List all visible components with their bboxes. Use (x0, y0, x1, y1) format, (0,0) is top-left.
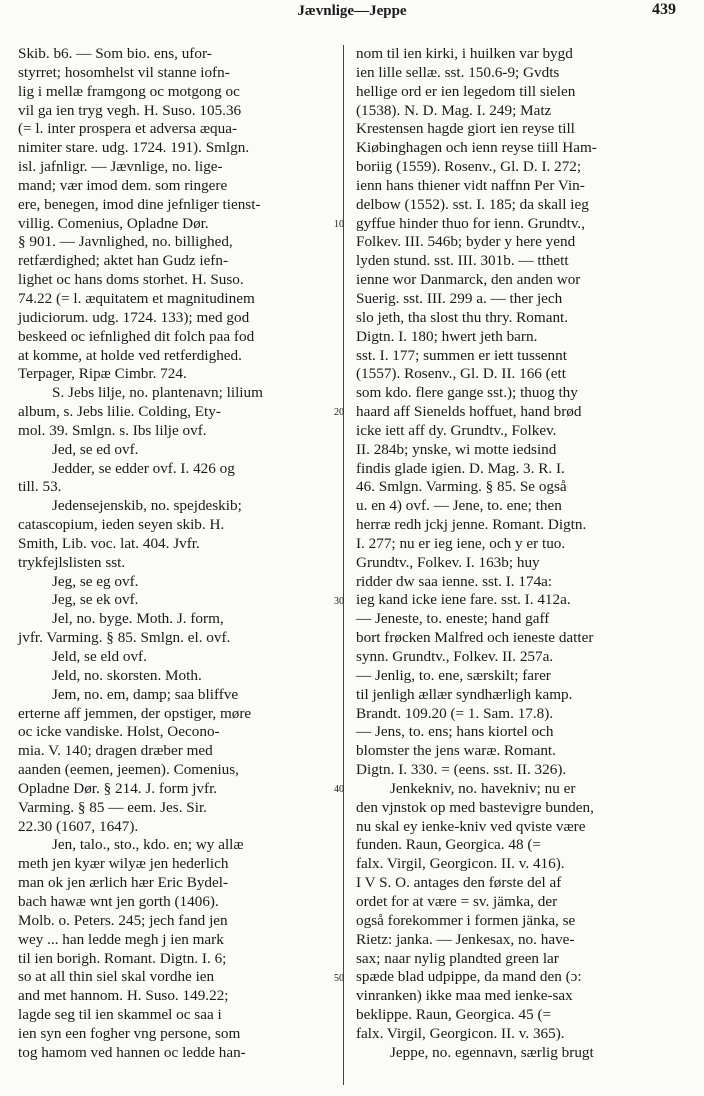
text-line: Krestensen hagde giort ien reyse till (356, 120, 575, 138)
text-line: blomster the jens waræ. Romant. (356, 742, 556, 760)
text-line: — Jenlig, to. ene, særskilt; farer (356, 666, 551, 684)
text-line: judiciorum. udg. 1724. 133); med god (18, 308, 250, 326)
text-line: ridder dw saa ienne. sst. I. 174a: (356, 572, 553, 590)
text-line: ienne wor Danmarck, den anden wor (356, 271, 581, 289)
text-line: album, s. Jebs lilie. Colding, Ety- (18, 403, 221, 421)
text-line: (1557). Rosenv., Gl. D. II. 166 (ett (356, 365, 566, 383)
text-line: meth jen kyær wilyæ jen hederlich (18, 855, 229, 873)
line-number: 30 (334, 595, 344, 607)
text-line: mia. V. 140; dragen dræber med (18, 742, 213, 760)
text-line: Kiøbinghagen och ienn reyse tiill Ham- (356, 139, 597, 157)
text-line: mol. 39. Smlgn. s. Ibs lilje ovf. (18, 421, 207, 439)
column-rule (343, 45, 344, 1085)
text-line: man ok jen ærlich hær Eric Bydel- (18, 874, 229, 892)
text-line: 22.30 (1607, 1647). (18, 817, 139, 835)
text-line: Jeppe, no. egennavn, særlig brugt (390, 1043, 594, 1061)
text-line: and met hannom. H. Suso. 149.22; (18, 987, 229, 1005)
text-line: Jeg, se eg ovf. (52, 572, 139, 590)
text-line: erterne aff jemmen, der opstiger, møre (18, 704, 252, 722)
text-line: Digtn. I. 180; hwert jeth barn. (356, 327, 538, 345)
text-line: Jen, talo., sto., kdo. en; wy allæ (52, 836, 244, 854)
text-line: nimiter stare. udg. 1724. 191). Smlgn. (18, 139, 250, 157)
text-line: catascopium, ieden seyen skib. H. (18, 516, 225, 534)
left-column (18, 45, 344, 1063)
text-line: 46. Smlgn. Varming. § 85. Se også (356, 478, 567, 496)
text-line: sst. I. 177; summen er iett tussennt (356, 346, 567, 364)
text-line: lagde seg til ien skammel oc saa i (18, 1006, 222, 1024)
text-line: gyffue hinder thuo for ienn. Grundtv., (356, 214, 586, 232)
text-line: lig i mellæ framgong oc motgong oc (18, 82, 240, 100)
text-line: falx. Virgil, Georgicon. II. v. 416). (356, 855, 565, 873)
page-header (0, 0, 704, 30)
text-line: sax; naar nylig plandted green lar (356, 949, 559, 967)
text-line: Opladne Dør. § 214. J. form jvfr. (18, 779, 218, 797)
text-line: Jel, no. byge. Moth. J. form, (52, 610, 224, 628)
right-column (356, 45, 682, 1063)
text-line: till. 53. (18, 478, 62, 496)
text-line: vil ga ien tryg vegh. H. Suso. 105.36 (18, 101, 242, 119)
text-line: beskeed oc iefnlighed dit folch paa fod (18, 327, 255, 345)
text-line: I V S. O. antages den første del af (356, 874, 562, 892)
text-line: oc icke vandiske. Holst, Oecono- (18, 723, 220, 741)
text-line: delbow (1552). sst. I. 185; da skall ieg (356, 195, 589, 213)
text-line: synn. Grundtv., Folkev. II. 257a. (356, 648, 554, 665)
text-line: wey ... han ledde megh j ien mark (18, 930, 224, 948)
text-line: 74.22 (= l. æquitatem et magnitudinem (18, 289, 255, 307)
text-line: boriig (1559). Rosenv., Gl. D. I. 272; (356, 158, 582, 176)
page-number: 439 (652, 1, 676, 18)
text-line: — Jeneste, to. eneste; hand gaff (356, 610, 550, 628)
text-line: hellige ord er ien legedom till sielen (356, 82, 576, 100)
text-line: ieg kand icke iene fare. sst. I. 412a. (356, 591, 571, 609)
text-line: som kdo. flere gange sst.); thuog thy (356, 384, 578, 402)
text-line: — Jens, to. ens; hans kiortel och (356, 723, 554, 741)
text-line: u. en 4) ovf. — Jene, to. ene; then (356, 497, 562, 515)
text-line: slo jeth, tha slost thu thry. Romant. (356, 308, 569, 326)
text-line: Jenkekniv, no. havekniv; nu er (390, 779, 576, 797)
text-line: Skib. b6. — Som bio. ens, ufor- (18, 45, 212, 62)
text-line: Terpager, Ripæ Cimbr. 724. (18, 365, 187, 383)
line-number: 20 (334, 407, 344, 419)
text-line: Varming. § 85 — eem. Jes. Sir. (18, 798, 207, 816)
text-line: ienn hans thiener vidt naffnn Per Vin- (356, 176, 585, 194)
text-line: Folkev. III. 546b; byder y here yend (356, 233, 576, 251)
text-line: til ien borigh. Romant. Digtn. I. 6; (18, 949, 227, 967)
text-line: Jeld, se eld ovf. (52, 648, 147, 665)
text-line: styrret; hosomhelst vil stanne iofn- (18, 63, 230, 81)
text-line: lyden stund. sst. III. 301b. — tthett (356, 252, 569, 270)
text-line: isl. jafnligr. — Jævnlige, no. lige- (18, 158, 223, 176)
text-line: Jeld, no. skorsten. Moth. (52, 666, 202, 684)
text-line: tog hamom ved hannen oc ledde han- (18, 1043, 246, 1061)
text-line: trykfejlslisten sst. (18, 553, 126, 571)
text-line: (= l. inter prospera et adversa æqua- (18, 120, 237, 138)
text-line: § 901. — Javnlighed, no. billighed, (18, 233, 233, 251)
line-number: 50 (334, 972, 344, 984)
text-line: til jenligh ællær syndhærligh kamp. (356, 685, 573, 703)
text-line: villig. Comenius, Opladne Dør. (18, 214, 209, 232)
text-line: Jedensejenskib, no. spejdeskib; (52, 497, 242, 515)
text-line: Jem, no. em, damp; saa bliffve (52, 685, 239, 703)
text-line: den vjnstok op med bastevigre bunden, (356, 798, 594, 816)
line-number: 10 (334, 218, 344, 230)
text-line: Jed, se ed ovf. (52, 440, 139, 458)
text-line: aanden (eemen, jeemen). Comenius, (18, 761, 239, 779)
text-line: bort frøcken Malfred och ieneste datter (356, 629, 594, 647)
text-line: ien lille sellæ. sst. 150.6-9; Gvdts (356, 63, 560, 81)
text-line: funden. Raun, Georgica. 48 (= (356, 836, 542, 854)
text-line: retfærdighed; aktet han Gudz iefn- (18, 252, 229, 270)
text-line: jvfr. Varming. § 85. Smlgn. el. ovf. (18, 629, 231, 647)
running-head: Jævnlige—Jeppe (297, 3, 407, 19)
text-line: falx. Virgil, Georgicon. II. v. 365). (356, 1024, 565, 1042)
text-line: beklippe. Raun, Georgica. 45 (= (356, 1006, 552, 1024)
text-line: også forekommer i formen jänka, se (356, 911, 576, 929)
text-line: vinranken) ikke maa med ienke-sax (356, 987, 573, 1005)
text-line: lighet oc hans doms storhet. H. Suso. (18, 271, 244, 289)
text-line: S. Jebs lilje, no. plantenavn; lilium (52, 384, 263, 402)
text-line: ien syn een fogher vng persone, som (18, 1024, 241, 1042)
text-line: (1538). N. D. Mag. I. 249; Matz (356, 101, 552, 119)
text-line: icke iett aff dy. Grundtv., Folkev. (356, 421, 557, 439)
text-line: Smith, Lib. voc. lat. 404. Jvfr. (18, 534, 200, 552)
text-line: Suerig. sst. III. 299 a. — ther jech (356, 289, 563, 307)
text-line: spæde blad udpippe, da mand den (ɔ: (356, 968, 582, 986)
text-line: ere, benegen, imod dine jefnliger tienst- (18, 195, 261, 213)
text-line: Molb. o. Peters. 245; jech fand jen (18, 911, 228, 929)
text-line: Jedder, se edder ovf. I. 426 og (52, 459, 235, 477)
text-line: herræ redh jckj jenne. Romant. Digtn. (356, 516, 587, 534)
text-line: haard aff Sienelds hoffuet, hand brød (356, 403, 582, 421)
text-line: nom til ien kirki, i huilken var bygd (356, 45, 573, 62)
text-line: I. 277; nu er ieg iene, och y er tuo. (356, 534, 566, 552)
text-line: bach hawæ wnt jen gorth (1406). (18, 892, 219, 910)
text-line: Grundtv., Folkev. I. 163b; huy (356, 553, 540, 571)
text-line: nu skal ey ienke-kniv ved qviste være (356, 817, 586, 835)
text-line: at komme, at holde ved retferdighed. (18, 346, 242, 364)
text-line: Jeg, se ek ovf. (52, 591, 139, 609)
line-number: 40 (334, 784, 344, 796)
text-line: Digtn. I. 330. = (eens. sst. II. 326). (356, 761, 567, 779)
text-line: Rietz: janka. — Jenkesax, no. have- (356, 930, 575, 948)
text-line: so at all thin siel skal vordhe ien (18, 968, 215, 986)
text-line: mand; vær imod dem. som ringere (18, 176, 228, 194)
text-line: II. 284b; ynske, wi motte iedsind (356, 440, 557, 458)
text-line: findis glade igien. D. Mag. 3. R. I. (356, 459, 565, 477)
text-line: Brandt. 109.20 (= 1. Sam. 17.8). (356, 704, 554, 722)
text-line: ordet for at være = sv. jämka, der (356, 892, 558, 910)
